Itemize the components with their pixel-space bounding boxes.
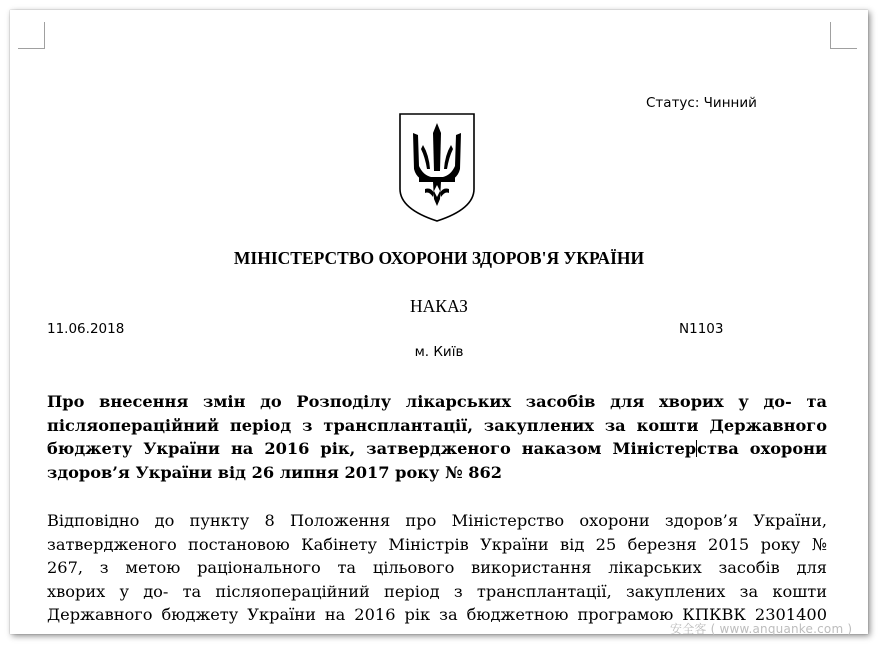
subject-line-part: ства охорони: [697, 439, 827, 458]
ministry-heading: МІНІСТЕРСТВО ОХОРОНИ ЗДОРОВ'Я УКРАЇНИ: [233, 248, 645, 268]
order-number: N1103: [679, 321, 724, 337]
body-line: хворих у до- та післяопераційний період з трансплантації, закуплених за кошти: [47, 581, 827, 601]
subject-line: післяопераційний період з трансплантації, закуплених за кошти Державного: [47, 415, 827, 435]
body-line: Відповідно до пункту 8 Положення про Міністерство охорони здоров’я України,: [47, 511, 827, 530]
document-page: [10, 10, 868, 634]
document-status: Статус: Чинний: [646, 95, 757, 111]
order-city: м. Київ: [414, 344, 464, 360]
page-corner-mark-top-left: [18, 22, 45, 49]
body-line: затвердженого постановою Кабінету Міністрів України від 25 березня 2015 року №: [47, 534, 827, 554]
subject-line-with-caret: [47, 437, 827, 461]
order-heading: НАКАЗ: [410, 296, 468, 316]
subject-line: Про внесення змін до Розподілу лікарських засобів для хворих у до- та: [47, 392, 827, 411]
watermark: 安全客 ( www.anquanke.com ): [670, 622, 853, 636]
order-body[interactable]: [47, 509, 827, 627]
body-line: 267, з метою раціонального та цільового використання лікарських засобів для: [47, 558, 827, 577]
subject-line-part: бюджету України на 2016 рік, затвердженого наказом Міністер: [47, 439, 697, 458]
page-corner-mark-top-right: [830, 22, 857, 49]
body-line: Державного бюджету України на 2016 рік за бюджетною програмою КПКВК 2301400: [47, 605, 827, 624]
coat-of-arms-icon: [397, 111, 477, 223]
subject-line: здоров’я України від 26 липня 2017 року № 862: [47, 462, 502, 482]
order-subject[interactable]: [47, 390, 827, 484]
order-date: 11.06.2018: [47, 321, 125, 337]
